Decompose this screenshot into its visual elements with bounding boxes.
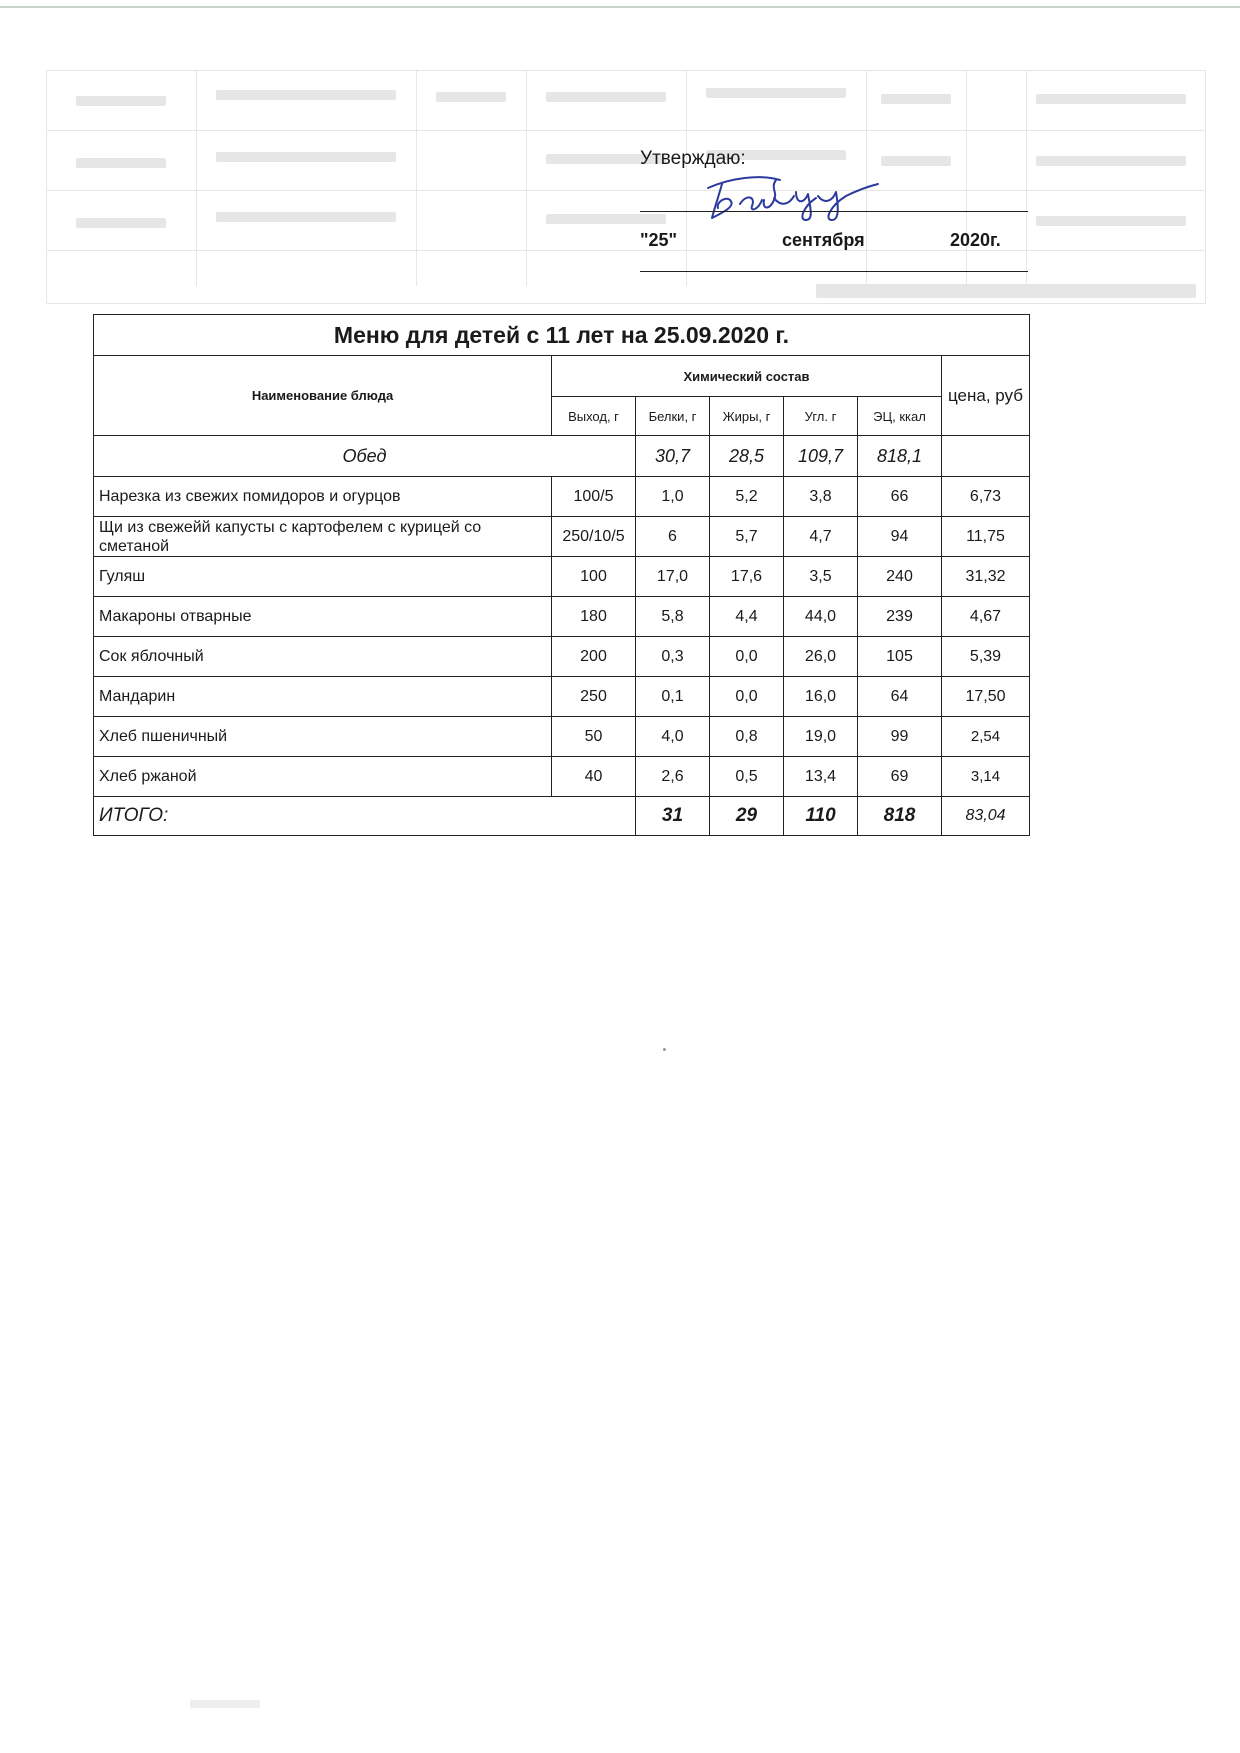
dish-protein: 0,3 <box>636 637 710 677</box>
dish-weight: 200 <box>552 637 636 677</box>
dish-price: 6,73 <box>942 477 1030 517</box>
dish-carbs: 19,0 <box>784 717 858 757</box>
dish-weight: 40 <box>552 757 636 797</box>
approval-title: Утверждаю: <box>640 148 746 169</box>
approval-day: "25" <box>640 230 678 250</box>
header-carbs: Угл. г <box>784 397 858 436</box>
total-row <box>94 797 1030 836</box>
table-row <box>94 517 1030 557</box>
dish-price: 11,75 <box>942 517 1030 557</box>
dish-carbs: 3,8 <box>784 477 858 517</box>
header-energy: ЭЦ, ккал <box>858 397 942 436</box>
total-price: 83,04 <box>942 797 1030 836</box>
dish-energy: 94 <box>858 517 942 557</box>
header-weight: Выход, г <box>552 397 636 436</box>
table-row <box>94 477 1030 517</box>
dish-protein: 2,6 <box>636 757 710 797</box>
dish-energy: 64 <box>858 677 942 717</box>
dish-fat: 17,6 <box>710 557 784 597</box>
dish-price: 5,39 <box>942 637 1030 677</box>
dish-weight: 100/5 <box>552 477 636 517</box>
dish-protein: 4,0 <box>636 717 710 757</box>
dish-carbs: 3,5 <box>784 557 858 597</box>
dish-fat: 5,7 <box>710 517 784 557</box>
dish-energy: 66 <box>858 477 942 517</box>
approval-month: сентября <box>782 230 865 250</box>
table-row <box>94 677 1030 717</box>
dish-name: Сок яблочный <box>94 637 552 677</box>
table-row <box>94 597 1030 637</box>
dish-price: 31,32 <box>942 557 1030 597</box>
header-chemical-composition: Химический состав <box>552 356 942 397</box>
dish-name: Хлеб ржаной <box>94 757 552 797</box>
dish-name: Мандарин <box>94 677 552 717</box>
dish-carbs: 13,4 <box>784 757 858 797</box>
dish-energy: 69 <box>858 757 942 797</box>
dish-weight: 250/10/5 <box>552 517 636 557</box>
dish-carbs: 4,7 <box>784 517 858 557</box>
dish-name: Нарезка из свежих помидоров и огурцов <box>94 477 552 517</box>
approval-block <box>640 142 1030 282</box>
dish-energy: 99 <box>858 717 942 757</box>
dish-protein: 17,0 <box>636 557 710 597</box>
table-row <box>94 717 1030 757</box>
total-carbs: 110 <box>784 797 858 836</box>
dish-name: Гуляш <box>94 557 552 597</box>
dish-weight: 180 <box>552 597 636 637</box>
section-fat: 28,5 <box>710 436 784 477</box>
dish-weight: 50 <box>552 717 636 757</box>
dish-fat: 5,2 <box>710 477 784 517</box>
dish-name: Щи из свежейй капусты с картофелем с курицей со сметаной <box>94 517 552 557</box>
dish-protein: 6 <box>636 517 710 557</box>
section-energy: 818,1 <box>858 436 942 477</box>
dish-name: Макароны отварные <box>94 597 552 637</box>
dish-fat: 0,8 <box>710 717 784 757</box>
show-through-artifact-bottom <box>190 1700 260 1708</box>
dish-protein: 1,0 <box>636 477 710 517</box>
dish-fat: 0,0 <box>710 637 784 677</box>
dish-price: 17,50 <box>942 677 1030 717</box>
header-price: цена, руб <box>942 356 1030 436</box>
total-energy: 818 <box>858 797 942 836</box>
section-carbs: 109,7 <box>784 436 858 477</box>
dish-protein: 0,1 <box>636 677 710 717</box>
dish-carbs: 44,0 <box>784 597 858 637</box>
approval-year: 2020г. <box>950 230 1001 250</box>
approval-date <box>640 230 1028 256</box>
dish-fat: 4,4 <box>710 597 784 637</box>
header-protein: Белки, г <box>636 397 710 436</box>
dish-energy: 105 <box>858 637 942 677</box>
table-row <box>94 757 1030 797</box>
section-protein: 30,7 <box>636 436 710 477</box>
dish-price: 3,14 <box>942 757 1030 797</box>
dish-fat: 0,0 <box>710 677 784 717</box>
dish-energy: 240 <box>858 557 942 597</box>
header-fat: Жиры, г <box>710 397 784 436</box>
menu-title: Меню для детей с 11 лет на 25.09.2020 г. <box>94 315 1030 356</box>
dish-carbs: 16,0 <box>784 677 858 717</box>
date-underline <box>640 271 1028 272</box>
table-row <box>94 637 1030 677</box>
table-row <box>94 557 1030 597</box>
signature-line <box>640 211 1028 212</box>
scan-edge-line <box>0 6 1240 8</box>
scan-speck <box>663 1048 666 1051</box>
dish-name: Хлеб пшеничный <box>94 717 552 757</box>
dish-price: 2,54 <box>942 717 1030 757</box>
total-label: ИТОГО: <box>94 797 636 836</box>
total-protein: 31 <box>636 797 710 836</box>
dish-carbs: 26,0 <box>784 637 858 677</box>
dish-fat: 0,5 <box>710 757 784 797</box>
section-row-lunch <box>94 436 1030 477</box>
dish-weight: 100 <box>552 557 636 597</box>
dish-price: 4,67 <box>942 597 1030 637</box>
header-dish-name: Наименование блюда <box>94 356 552 436</box>
dish-protein: 5,8 <box>636 597 710 637</box>
handwritten-signature <box>700 170 890 222</box>
total-fat: 29 <box>710 797 784 836</box>
section-price <box>942 436 1030 477</box>
section-label: Обед <box>94 436 636 477</box>
menu-table <box>93 314 1030 836</box>
dish-weight: 250 <box>552 677 636 717</box>
dish-energy: 239 <box>858 597 942 637</box>
show-through-artifact <box>46 52 1206 304</box>
